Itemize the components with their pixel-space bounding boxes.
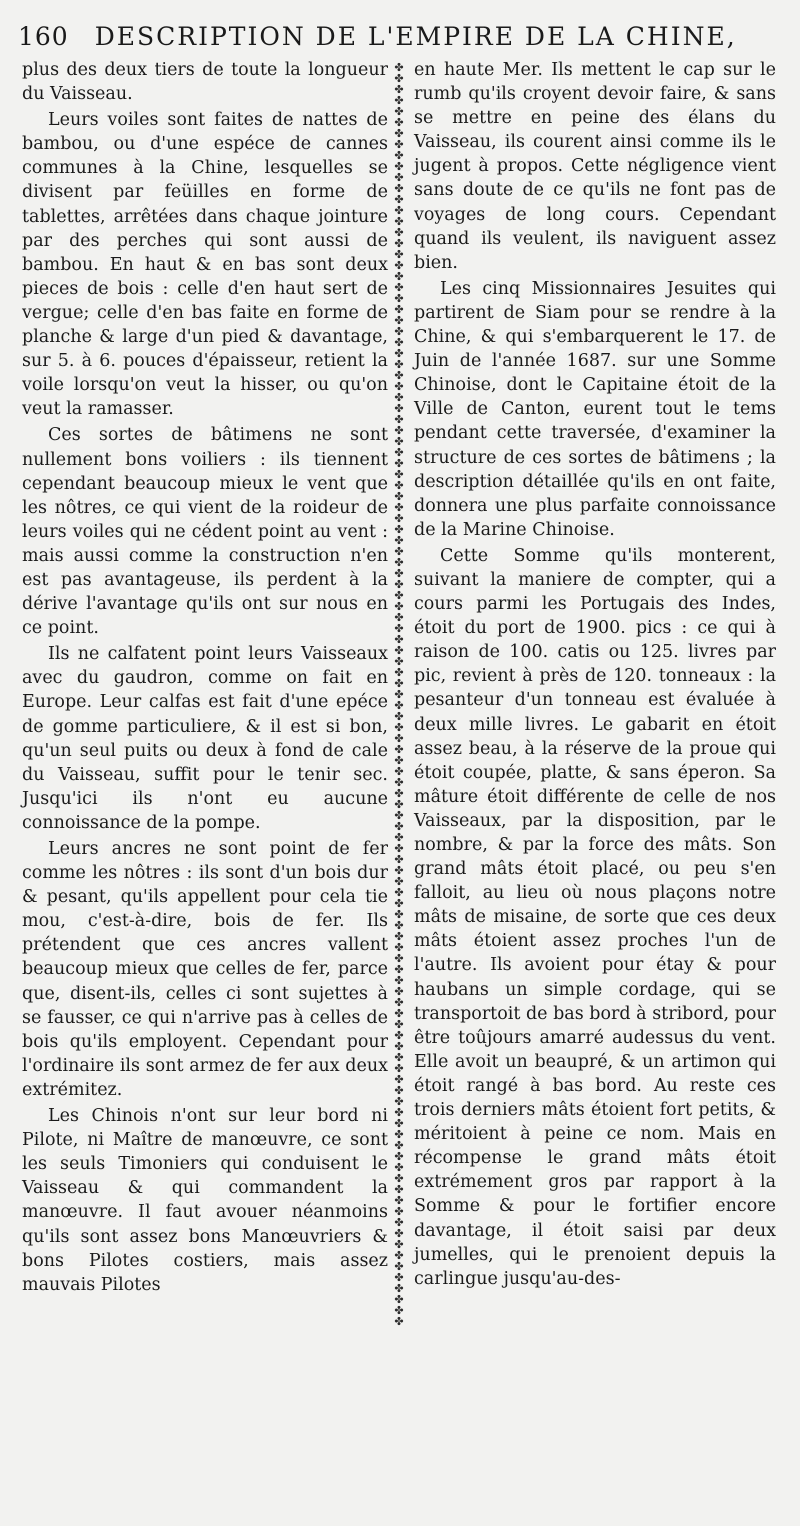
- ornament-glyph-icon: ✤: [394, 523, 404, 536]
- paragraph: plus des deux tiers de toute la longueur du Vaisseau.: [22, 60, 388, 105]
- ornament-glyph-icon: ✤: [394, 182, 404, 195]
- ornament-glyph-icon: ✤: [394, 468, 404, 481]
- ornament-glyph-icon: ✤: [394, 1260, 404, 1273]
- ornament-glyph-icon: ✤: [394, 215, 404, 228]
- ornament-glyph-icon: ✤: [394, 193, 404, 206]
- ornament-glyph-icon: ✤: [394, 820, 404, 833]
- ornament-glyph-icon: ✤: [394, 1271, 404, 1284]
- ornament-glyph-icon: ✤: [394, 1172, 404, 1185]
- ornament-glyph-icon: ✤: [394, 732, 404, 745]
- ornament-glyph-icon: ✤: [394, 1238, 404, 1251]
- ornament-glyph-icon: ✤: [394, 985, 404, 998]
- ornament-glyph-icon: ✤: [394, 226, 404, 239]
- paragraph: Les cinq Missionnaires Jesuites qui partirent de Siam pour se rendre à la Chine, & qui s'embarquerent le 17. de Juin de l'année 1687. sur une Somme Chinoise, dont le Capitaine étoit de la Ville de Canton, eurent tout le tems pendant cette traversée, d'examiner la structure de ces sortes de bâtimens ; la description détaillée qu'ils en ont faite, donnera une plus parfaite connoissance de la Marine Chinoise.: [414, 278, 776, 540]
- ornament-glyph-icon: ✤: [394, 490, 404, 503]
- ornament-glyph-icon: ✤: [394, 765, 404, 778]
- ornament-glyph-icon: ✤: [394, 897, 404, 910]
- ornament-glyph-icon: ✤: [394, 479, 404, 492]
- ornament-glyph-icon: ✤: [394, 1150, 404, 1163]
- ornament-glyph-icon: ✤: [394, 974, 404, 987]
- ornament-glyph-icon: ✤: [394, 578, 404, 591]
- ornament-glyph-icon: ✤: [394, 347, 404, 360]
- ornament-glyph-icon: ✤: [394, 1029, 404, 1042]
- ornament-glyph-icon: ✤: [394, 204, 404, 217]
- ornament-glyph-icon: ✤: [394, 886, 404, 899]
- page-number: 160: [18, 22, 69, 51]
- ornament-glyph-icon: ✤: [394, 831, 404, 844]
- paragraph: Cette Somme qu'ils monterent, suivant la maniere de compter, qui a cours parmi les Portugais des Indes, étoit du port de 1900. pics : ce qui à raison de 100. catis ou 125. livres par pic, revient à près de 120. tonneaux : la pesanteur d'un tonneau est évaluée à deux mille livres. Le gabarit en étoit assez beau, à la réserve de la proue qui étoit coupée, platte, & sans éperon. Sa mâture étoit différente de celle de nos Vaisseaux, par la disposition, par le nombre, & par la force des mâts. Son grand mâts étoit placé, ou peu s'en falloit, au lieu où nous plaçons notre mâts de misaine, de sorte que ces deux mâts étoient assez proches l'un de l'autre. Ils avoient pour étay & pour haubans un simple cordage, qui se transportoit de bas bord à stribord, pour être toûjours amarré audessus du vent. Elle avoit un beaupré, & un artimon qui étoit rangé à bas bord. Au reste ces trois derniers mâts étoient fort petits, & méritoient à peine ce nom. Mais en récompense le grand mâts étoit extrémement gros par rapport à la Somme & pour le fortifier encore davantage, il étoit saisi par deux jumelles, qui le prenoient depuis la carlingue jusqu'au-des-: [414, 545, 776, 1289]
- ornament-glyph-icon: ✤: [394, 952, 404, 965]
- running-head: DESCRIPTION DE L'EMPIRE DE LA CHINE,: [94, 22, 737, 51]
- ornament-glyph-icon: ✤: [394, 1315, 404, 1328]
- ornament-glyph-icon: ✤: [394, 116, 404, 129]
- ornament-glyph-icon: ✤: [394, 1095, 404, 1108]
- ornament-glyph-icon: ✤: [394, 1139, 404, 1152]
- ornament-glyph-icon: ✤: [394, 699, 404, 712]
- ornament-glyph-icon: ✤: [394, 1205, 404, 1218]
- ornament-glyph-icon: ✤: [394, 600, 404, 613]
- ornament-glyph-icon: ✤: [394, 787, 404, 800]
- ornament-glyph-icon: ✤: [394, 776, 404, 789]
- ornament-glyph-icon: ✤: [394, 963, 404, 976]
- ornament-glyph-icon: ✤: [394, 281, 404, 294]
- ornament-glyph-icon: ✤: [394, 1216, 404, 1229]
- ornament-glyph-icon: ✤: [394, 248, 404, 261]
- ornament-glyph-icon: ✤: [394, 314, 404, 327]
- paragraph: Ils ne calfatent point leurs Vaisseaux avec du gaudron, comme on fait en Europe. Leur calfas est fait d'une epéce de gomme particuliere, & il est si bon, qu'un seul puits ou deux à fond de cale du Vaisseau, suffit pour le tenir sec. Jusqu'ici ils n'ont eu aucune connoissance de la pompe.: [22, 644, 388, 833]
- ornament-glyph-icon: ✤: [394, 666, 404, 679]
- ornament-glyph-icon: ✤: [394, 380, 404, 393]
- ornament-glyph-icon: ✤: [394, 149, 404, 162]
- ornament-glyph-icon: ✤: [394, 62, 404, 74]
- ornament-glyph-icon: ✤: [394, 919, 404, 932]
- ornament-glyph-icon: ✤: [394, 1051, 404, 1064]
- ornament-glyph-icon: ✤: [394, 1084, 404, 1097]
- ornament-glyph-icon: ✤: [394, 94, 404, 107]
- ornament-glyph-icon: ✤: [394, 809, 404, 822]
- ornament-glyph-icon: ✤: [394, 391, 404, 404]
- ornament-glyph-icon: ✤: [394, 611, 404, 624]
- ornament-glyph-icon: ✤: [394, 556, 404, 569]
- ornament-glyph-icon: ✤: [394, 501, 404, 514]
- ornament-glyph-icon: ✤: [394, 435, 404, 448]
- ornament-glyph-icon: ✤: [394, 1018, 404, 1031]
- ornament-glyph-icon: ✤: [394, 171, 404, 184]
- paragraph: en haute Mer. Ils mettent le cap sur le rumb qu'ils croyent devoir faire, & sans se mettre en peine des élans du Vaisseau, ils courent ainsi comme ils le jugent à propos. Cette négligence vient sans doute de ce qu'ils ne font pas de voyages de long cours. Cependant quand ils veulent, ils naviguent assez bien.: [414, 60, 776, 273]
- ornamental-column-divider: [389, 62, 409, 1330]
- ornament-glyph-icon: ✤: [394, 1073, 404, 1086]
- ornament-glyph-icon: ✤: [394, 424, 404, 437]
- ornament-glyph-icon: ✤: [394, 842, 404, 855]
- ornament-glyph-icon: ✤: [394, 589, 404, 602]
- ornament-glyph-icon: ✤: [394, 567, 404, 580]
- paragraph: Ces sortes de bâtimens ne sont nullement bons voiliers : ils tiennent cependant beaucoup mieux le vent que les nôtres, ce qui vient de la roideur de leurs voiles qui ne cédent point au vent : mais aussi comme la construction n'en est pas avantageuse, ils perdent à la dérive l'avantage qu'ils ont sur nous en ce point.: [22, 425, 388, 639]
- ornament-glyph-icon: ✤: [394, 688, 404, 701]
- ornament-glyph-icon: ✤: [394, 1304, 404, 1317]
- ornament-glyph-icon: ✤: [394, 1161, 404, 1174]
- ornament-glyph-icon: ✤: [394, 534, 404, 547]
- ornament-glyph-icon: ✤: [394, 1227, 404, 1240]
- ornament-glyph-icon: ✤: [394, 1183, 404, 1196]
- ornament-glyph-icon: ✤: [394, 303, 404, 316]
- ornament-glyph-icon: ✤: [394, 1282, 404, 1295]
- ornament-glyph-icon: ✤: [394, 259, 404, 272]
- ornament-glyph-icon: ✤: [394, 1106, 404, 1119]
- left-column: [22, 58, 388, 1299]
- ornament-glyph-icon: ✤: [394, 1117, 404, 1130]
- ornament-glyph-icon: ✤: [394, 358, 404, 371]
- ornament-glyph-icon: ✤: [394, 446, 404, 459]
- paragraph: Leurs ancres ne sont point de fer comme les nôtres : ils sont d'un bois dur & pesant, qu'ils appellent pour cela tie mou, c'est-à-dire, bois de fer. Ils prétendent que ces ancres vallent beaucoup mieux que celles de fer, parce que, disent-ils, celles ci sont sujettes à se fausser, ce qui n'arrive pas à celles de bois qu'ils employent. Cependant pour l'ordinaire ils sont armez de fer aux deux extrémitez.: [22, 839, 388, 1100]
- paragraph: Leurs voiles sont faites de nattes de bambou, ou d'une espéce de cannes communes à la Chine, lesquelles se divisent par feüilles en forme de tablettes, arrêtées dans chaque jointure par des perches qui sont aussi de bambou. En haut & en bas sont deux pieces de bois : celle d'en haut sert de vergue; celle d'en bas faite en forme de planche & large d'un pied & davantage, sur 5. à 6. pouces d'épaisseur, retient la voile lorsqu'on veut la hisser, ou qu'on veut la ramasser.: [22, 110, 388, 420]
- ornament-glyph-icon: ✤: [394, 512, 404, 525]
- ornament-glyph-icon: ✤: [394, 1040, 404, 1053]
- ornament-glyph-icon: ✤: [394, 721, 404, 734]
- ornament-glyph-icon: ✤: [394, 402, 404, 415]
- ornament-glyph-icon: ✤: [394, 1007, 404, 1020]
- ornament-glyph-icon: ✤: [394, 908, 404, 921]
- ornament-glyph-icon: ✤: [394, 545, 404, 558]
- ornament-glyph-icon: ✤: [394, 237, 404, 250]
- ornament-glyph-icon: ✤: [394, 710, 404, 723]
- ornament-glyph-icon: ✤: [394, 798, 404, 811]
- ornament-glyph-icon: ✤: [394, 270, 404, 283]
- ornament-glyph-icon: ✤: [394, 941, 404, 954]
- ornament-glyph-icon: ✤: [394, 853, 404, 866]
- ornament-glyph-icon: ✤: [394, 930, 404, 943]
- ornament-glyph-icon: ✤: [394, 127, 404, 140]
- page-header: [18, 22, 788, 58]
- ornament-glyph-icon: ✤: [394, 644, 404, 657]
- ornament-glyph-icon: ✤: [394, 1194, 404, 1207]
- ornament-glyph-icon: ✤: [394, 1128, 404, 1141]
- ornament-glyph-icon: ✤: [394, 633, 404, 646]
- ornament-glyph-icon: ✤: [394, 1249, 404, 1262]
- ornament-glyph-icon: ✤: [394, 996, 404, 1009]
- ornament-glyph-icon: ✤: [394, 864, 404, 877]
- ornament-glyph-icon: ✤: [394, 83, 404, 96]
- ornament-glyph-icon: ✤: [394, 72, 404, 85]
- ornament-glyph-icon: ✤: [394, 413, 404, 426]
- ornament-glyph-icon: ✤: [394, 622, 404, 635]
- ornament-glyph-icon: ✤: [394, 875, 404, 888]
- ornament-glyph-icon: ✤: [394, 105, 404, 118]
- ornament-glyph-icon: ✤: [394, 677, 404, 690]
- ornament-glyph-icon: ✤: [394, 160, 404, 173]
- ornament-glyph-icon: ✤: [394, 743, 404, 756]
- ornament-glyph-icon: ✤: [394, 369, 404, 382]
- ornament-glyph-icon: ✤: [394, 655, 404, 668]
- ornament-glyph-icon: ✤: [394, 457, 404, 470]
- ornament-glyph-icon: ✤: [394, 1293, 404, 1306]
- ornament-glyph-icon: ✤: [394, 336, 404, 349]
- ornament-glyph-icon: ✤: [394, 138, 404, 151]
- paragraph: Les Chinois n'ont sur leur bord ni Pilote, ni Maître de manœuvre, ce sont les seuls Timoniers qui conduisent le Vaisseau & qui commandent la manœuvre. Il faut avouer néanmoins qu'ils sont assez bons Manœuvriers & bons Pilotes costiers, mais assez mauvais Pilotes: [22, 1106, 388, 1295]
- ornament-glyph-icon: ✤: [394, 754, 404, 767]
- ornament-glyph-icon: ✤: [394, 292, 404, 305]
- ornament-glyph-icon: ✤: [394, 1062, 404, 1075]
- right-column: [414, 58, 776, 1293]
- ornament-glyph-icon: ✤: [394, 325, 404, 338]
